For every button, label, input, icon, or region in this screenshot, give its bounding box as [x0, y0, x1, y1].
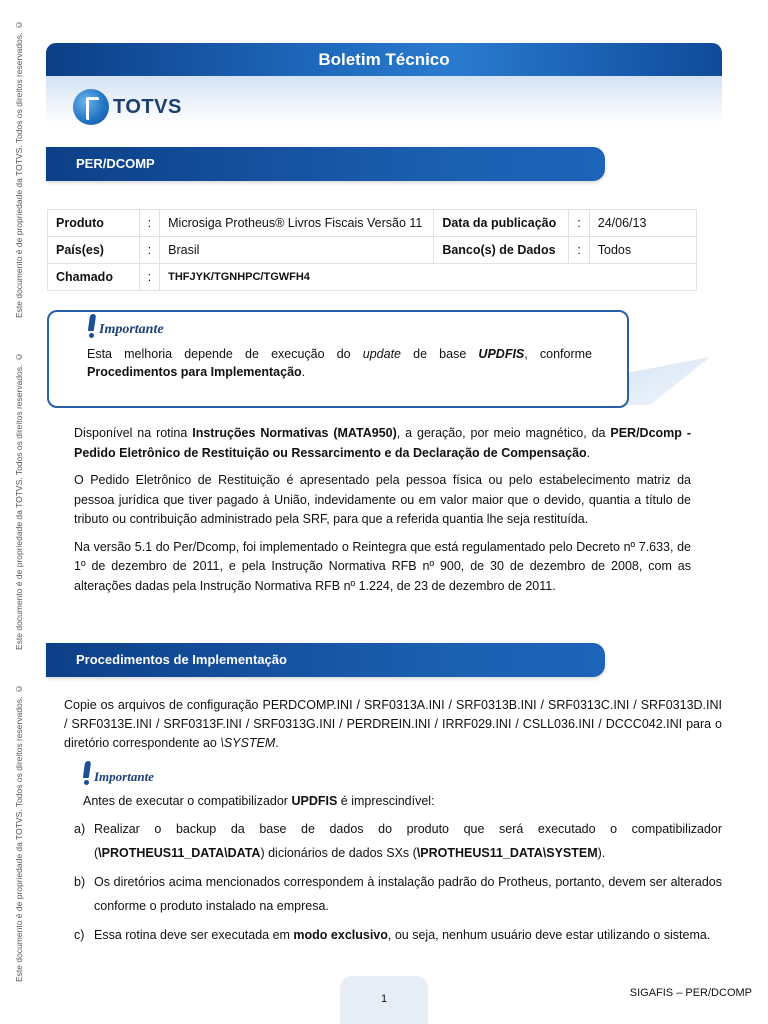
importante-label: Importante [99, 322, 164, 337]
footer-module-label: SIGAFIS – PER/DCOMP [629, 987, 752, 999]
importante-label: Importante [94, 769, 154, 784]
banco-dados-label: Banco(s) de Dados [434, 237, 569, 264]
totvs-logo [73, 88, 182, 126]
data-publicacao-value: 24/06/13 [589, 210, 696, 237]
prerequisites-list [74, 789, 722, 952]
paragraph-versao: Na versão 5.1 do Per/Dcomp, foi implementado o Reintegra que está regulamentado pelo Decreto nº 7.633, de 1º de dezembro de 2011, e pela Instrução Normativa RFB nº 900, de 30 de dezembro de 2008, com as alterações dadas pela Instrução Normativa RFB nº 1.224, de 23 de dezembro de 2011. [74, 539, 691, 593]
section-header-procedimentos [46, 643, 605, 677]
section-header-perdcomp [46, 147, 605, 181]
side-copyright-notice-2: Este documento é de propriedade da TOTVS. Todos os direitos reservados. © [14, 352, 24, 650]
paragraph-intro: Disponível na rotina Instruções Normativas (MATA950), a geração, por meio magnético, da PER/Dcomp - Pedido Eletrônico de Restituição ou Ressarcimento e da Declaração de Compensação. [74, 426, 691, 460]
list-item: c) Essa rotina deve ser executada em modo exclusivo, ou seja, nenhum usuário deve estar utilizando o sistema. [74, 928, 711, 942]
list-item: a) Realizar o backup da base de dados do produto que será executado o compatibilizador (\PROTHEUS11_DATA\DATA) dicionários de dados SXs (\PROTHEUS11_DATA\SYSTEM). [74, 822, 722, 860]
side-copyright-notice-3: Este documento é de propriedade da TOTVS. Todos os direitos reservados. © [14, 684, 24, 982]
description-body [74, 424, 691, 604]
table-row [48, 237, 697, 264]
produto-value: Microsiga Protheus® Livros Fiscais Versão 11 [160, 210, 434, 237]
importante-text: Esta melhoria depende de execução do update de base UPDFIS, conforme Procedimentos para Implementação. [87, 347, 592, 379]
totvs-logo-icon [73, 89, 109, 125]
prerequisites-intro: Antes de executar o compatibilizador UPDFIS é imprescindível: [83, 794, 435, 808]
paises-label: País(es) [48, 237, 140, 264]
produto-label: Produto [48, 210, 140, 237]
importante-heading [87, 314, 164, 338]
chamado-value: THFJYK/TGNHPC/TGWFH4 [160, 264, 697, 291]
colon: : [569, 210, 589, 237]
section-title: Procedimentos de Implementação [76, 652, 287, 667]
header-banner [46, 43, 722, 76]
table-row [48, 210, 697, 237]
totvs-logo-text: TOTVS [113, 95, 182, 118]
requirements-list [74, 817, 722, 947]
product-info-table [47, 209, 697, 291]
colon: : [139, 237, 159, 264]
data-publicacao-label: Data da publicação [434, 210, 569, 237]
colon: : [139, 210, 159, 237]
paragraph-restituicao: O Pedido Eletrônico de Restituição é apresentado pela pessoa física ou pelo estabelecimento matriz da pessoa jurídica que tiver pagado à União, indevidamente ou em valor maior que o devido, quantia a título de tributo ou contribuição administrado pela SRF, para que a referida quantia lhe seja restituída. [74, 473, 691, 526]
page-number: 1 [380, 993, 388, 1005]
colon: : [139, 264, 159, 291]
paises-value: Brasil [160, 237, 434, 264]
table-row [48, 264, 697, 291]
list-item: b) Os diretórios acima mencionados correspondem à instalação padrão do Protheus, portanto, devem ser alterados conforme o produto instalado na empresa. [74, 875, 722, 913]
copy-instructions [64, 696, 722, 761]
paragraph-copy: Copie os arquivos de configuração PERDCOMP.INI / SRF0313A.INI / SRF0313B.INI / SRF0313C.INI / SRF0313D.INI / SRF0313E.INI / SRF0313F.INI / SRF0313G.INI / PERDREIN.INI / IRRF029.INI / CSLL036.INI / DCCC042.INI para o diretório correspondente ao \SYSTEM. [64, 698, 722, 750]
document-title: Boletim Técnico [318, 50, 450, 69]
colon: : [569, 237, 589, 264]
importante-heading-2 [82, 761, 154, 785]
page-number-tab [340, 976, 428, 1024]
side-copyright-notice-1: Este documento é de propriedade da TOTVS. Todos os direitos reservados. © [14, 20, 24, 318]
section-title: PER/DCOMP [76, 156, 155, 171]
banco-dados-value: Todos [589, 237, 696, 264]
exclamation-icon [87, 314, 96, 338]
exclamation-icon [82, 761, 91, 785]
chamado-label: Chamado [48, 264, 140, 291]
